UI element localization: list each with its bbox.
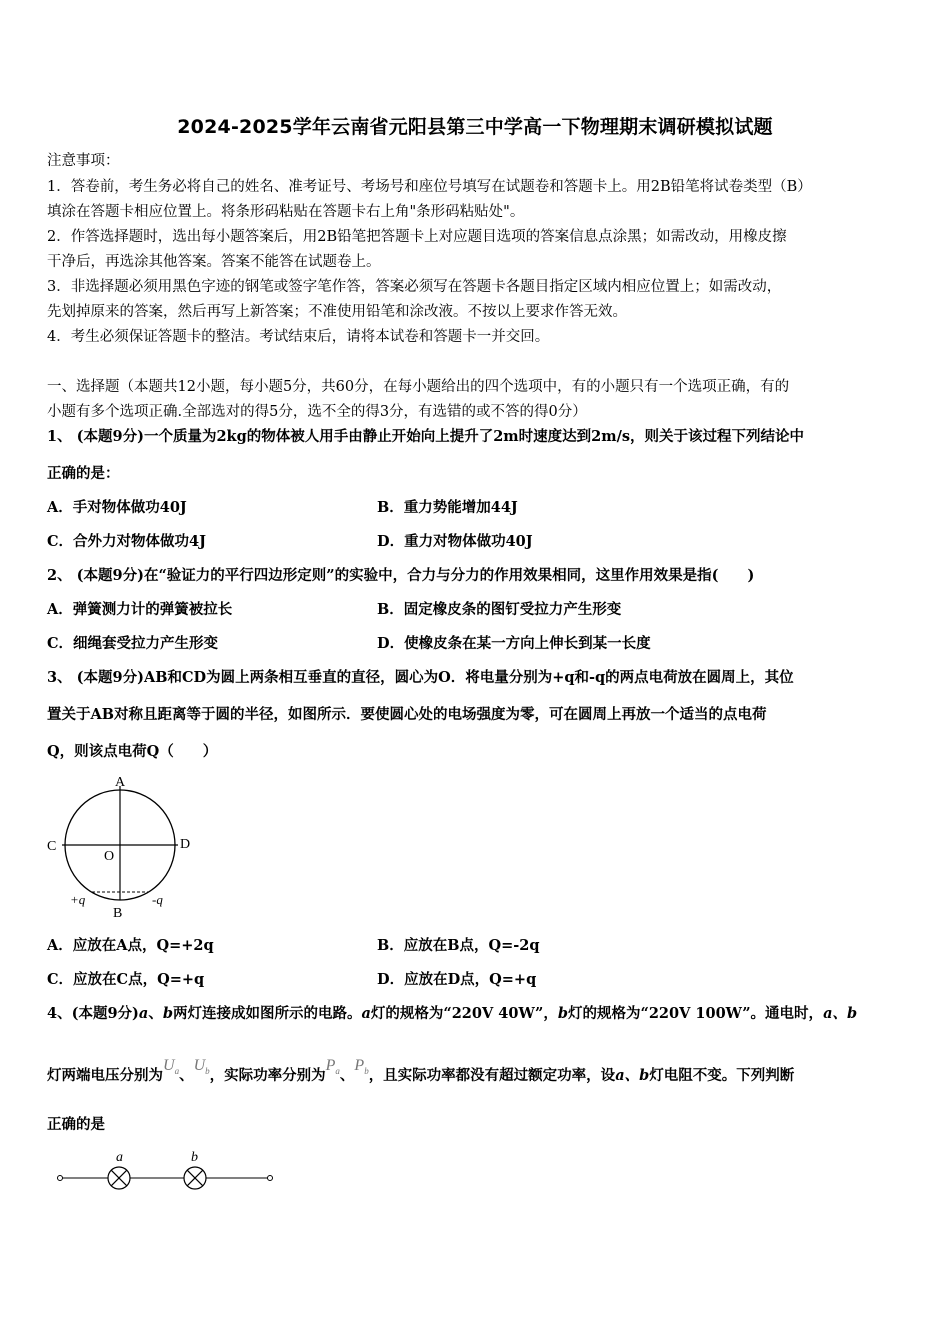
q3-option-d: D．应放在D点，Q=+q [377,971,537,988]
q1-option-d: D．重力对物体做功40J [377,533,533,550]
label-minus-q: -q [152,892,163,907]
lamp-b-label: b [191,1150,198,1165]
q4-text: ，且实际功率都没有超过额定功率，设 [368,1067,616,1084]
q4-text: 两灯连接成如图所示的电路。 [172,1005,362,1022]
q3-stem-end: Q，则该点电荷Q（ ） [47,743,218,760]
symbol-pa [325,1057,340,1077]
q1-option-b: B．重力势能增加44J [377,499,518,516]
var-b: b [557,1005,568,1022]
symbol-subscript: b [364,1066,369,1077]
terminal-left [58,1176,63,1181]
q2-option-a: A．弹簧测力计的弹簧被拉长 [47,601,233,618]
symbol-letter: P [325,1057,336,1074]
q3-stem-cont: 置关于AB对称且距离等于圆的半径，如图所示．要使圆心处的电场强度为零，可在圆周上再放一个适当的点电荷 [47,706,767,723]
var-ab: a、b [615,1067,650,1084]
lamp-a-icon [108,1167,130,1189]
notice-line: 3．非选择题必须用黑色字迹的钢笔或签字笔作答，答案必须写在答题卡各题目指定区域内相应位置上；如需改动， [47,279,782,295]
symbol-letter: P [354,1057,365,1074]
q3-option-b: B．应放在B点，Q=-2q [377,937,540,954]
q2-option-b: B．固定橡皮条的图钉受拉力产生形变 [377,601,622,618]
q4-stem-cont [47,1057,795,1091]
notice-line: 2．作答选择题时，选出每小题答案后，用2B铅笔把答题卡上对应题目选项的答案信息点涂黑；如需改动，用橡皮擦 [47,229,787,245]
label-o: O [104,849,115,864]
q1-stem: 1、 (本题9分)一个质量为2kg的物体被人用手由静止开始向上提升了2m时速度达到2m/s，则关于该过程下列结论中 [47,428,805,445]
section-heading-cont: 小题有多个选项正确.全部选对的得5分，选不全的得3分，有选错的或不答的得0分） [47,404,587,420]
q1-stem-cont: 正确的是： [47,465,120,482]
separator: 、 [179,1067,194,1084]
notice-line: 1．答卷前，考生务必将自己的姓名、准考证号、考场号和座位号填写在试题卷和答题卡上。用2B铅笔将试卷类型（B） [47,179,812,195]
var-a: a [361,1005,371,1022]
symbol-letter: U [193,1057,206,1074]
section-heading: 一、选择题（本题共12小题，每小题5分，共60分，在每小题给出的四个选项中，有的小题只有一个选项正确，有的 [47,379,790,395]
symbol-subscript: a [335,1066,340,1077]
label-b: B [113,906,123,921]
symbol-subscript: a [174,1066,180,1077]
notice-heading: 注意事项： [47,153,120,169]
notice-line: 填涂在答题卡相应位置上。将条形码粘贴在答题卡右上角"条形码粘贴处"。 [47,204,525,220]
notice-line: 4．考生必须保证答题卡的整洁。考试结束后，请将本试卷和答题卡一并交回。 [47,329,550,345]
symbol-pb [354,1057,369,1077]
page-title: 2024-2025学年云南省元阳县第三中学高一下物理期末调研模拟试题 [177,116,773,138]
q4-text: 灯两端电压分别为 [47,1067,163,1084]
var-ab: a、b [823,1005,858,1022]
lamp-b-icon [184,1167,206,1189]
q3-option-a: A．应放在A点，Q=+2q [47,937,214,954]
q2-stem: 2、 (本题9分)在“验证力的平行四边形定则”的实验中，合力与分力的作用效果相同，这里作用效果是指( ) [47,567,755,584]
symbol-letter: U [163,1057,175,1074]
q3-option-c: C．应放在C点，Q=+q [47,971,205,988]
separator: 、 [339,1067,355,1084]
q4-spec-a: 灯的规格为“220V 40W”， [370,1005,558,1022]
q4-text: ，实际功率分别为 [209,1067,326,1084]
q3-circle-figure [40,770,210,922]
q4-stem-end: 正确的是 [47,1116,105,1133]
symbol-subscript: b [205,1066,210,1077]
label-c: C [47,839,57,854]
q4-circuit-figure [50,1145,280,1195]
q4-spec-b: 灯的规格为“220V 100W”。通电时， [567,1005,824,1022]
q2-option-c: C．细绳套受拉力产生形变 [47,635,219,652]
q3-stem: 3、 (本题9分)AB和CD为圆上两条相互垂直的直径，圆心为O．将电量分别为+q和-q的两点电荷放在圆周上，其位 [47,669,794,686]
separator: 、 [148,1005,163,1022]
q1-option-a: A．手对物体做功40J [47,499,187,516]
symbol-ub [193,1057,210,1077]
var-b: b [162,1005,173,1022]
symbol-ua [163,1057,180,1077]
q4-text: 灯电阻不变。下列判断 [649,1067,795,1084]
q4-stem [47,1004,857,1024]
notice-line: 干净后，再选涂其他答案。答案不能答在试题卷上。 [47,254,381,270]
terminal-right [268,1176,273,1181]
label-d: D [180,837,191,852]
var-a: a [138,1005,149,1022]
q4-number: 4、(本题9分) [47,1005,139,1022]
label-plus-q: +q [70,892,86,907]
q1-option-c: C．合外力对物体做功4J [47,533,206,550]
notice-line: 先划掉原来的答案，然后再写上新答案；不准使用铅笔和涂改液。不按以上要求作答无效。 [47,304,627,320]
lamp-a-label: a [116,1150,123,1165]
q2-option-d: D．使橡皮条在某一方向上伸长到某一长度 [377,635,651,652]
label-a: A [115,775,126,790]
